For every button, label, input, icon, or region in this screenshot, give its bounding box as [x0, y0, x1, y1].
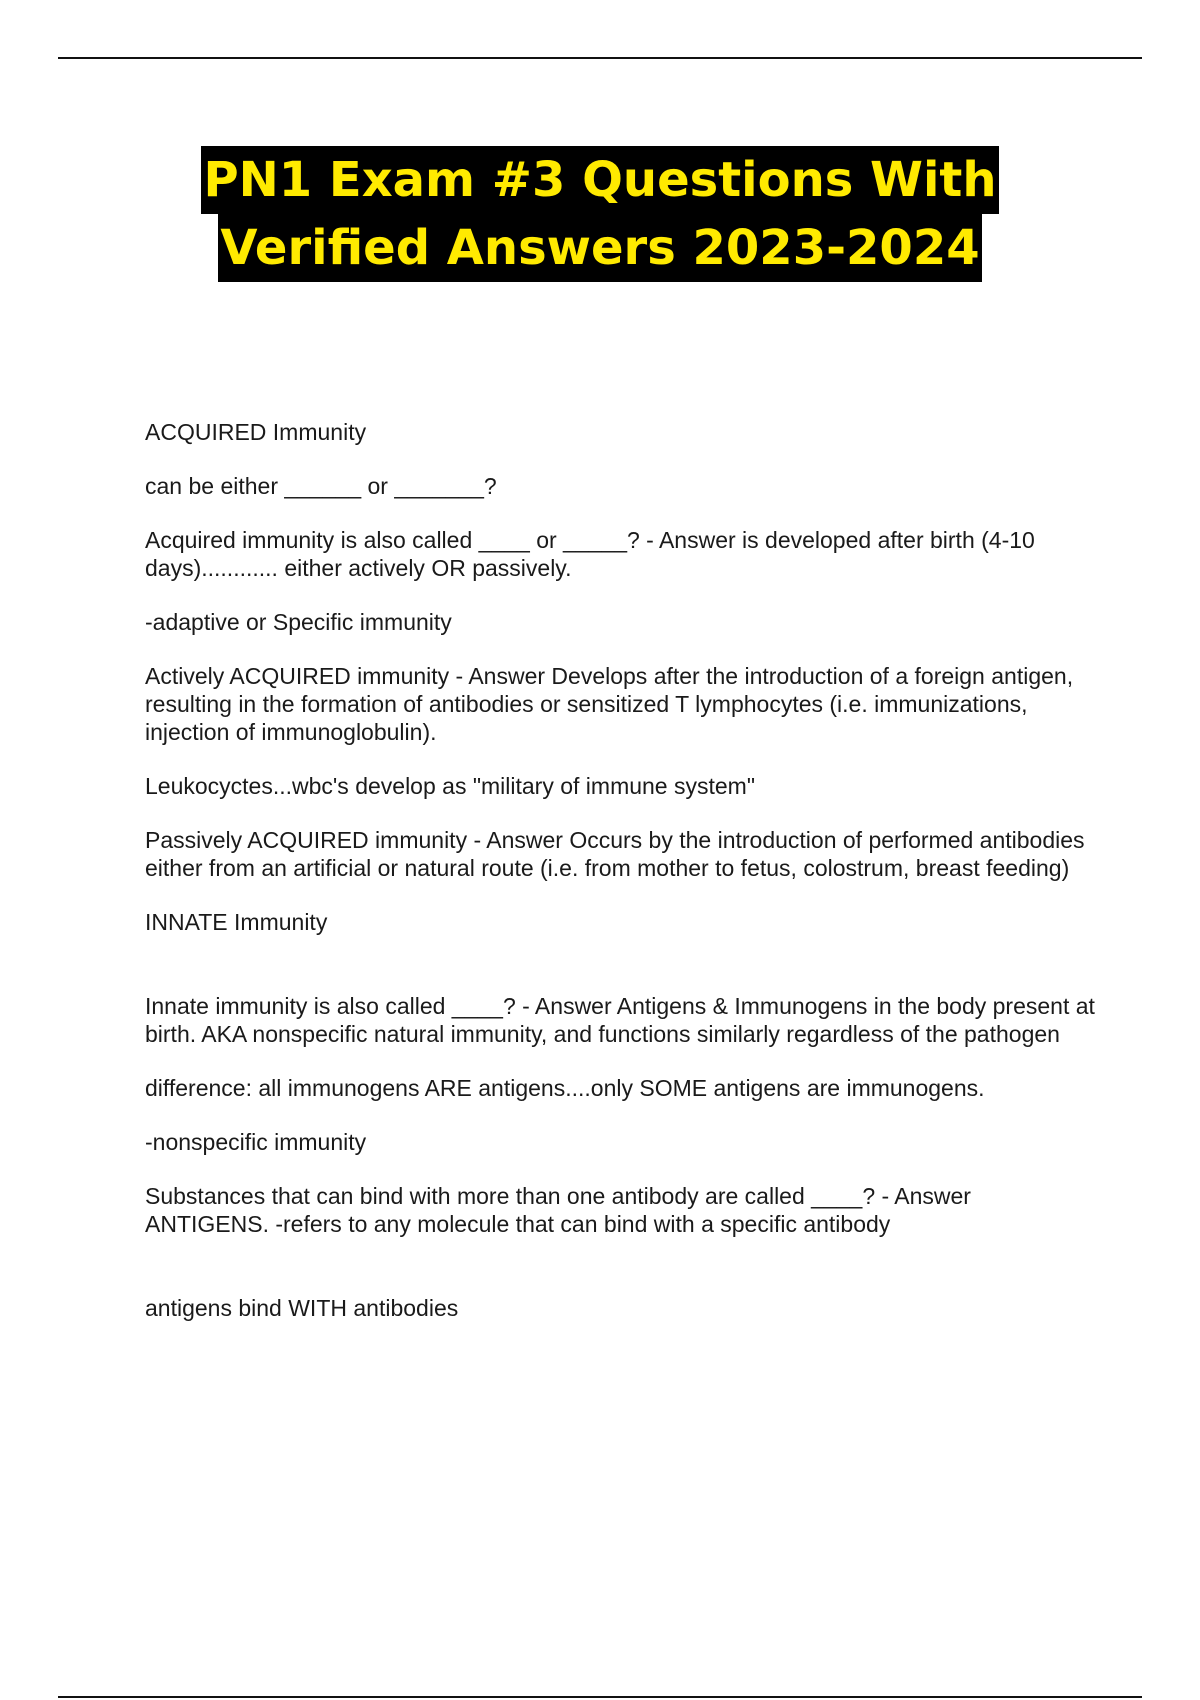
title-line-2: Verified Answers 2023-2024 [218, 214, 981, 282]
question-paragraph: Passively ACQUIRED immunity - Answer Occurs by the introduction of performed antibodies either from an artificial or natural route (i.e. from mother to fetus, colostrum, breast feeding) [145, 827, 1085, 881]
title-line-1: PN1 Exam #3 Questions With [201, 146, 998, 214]
section-heading-innate: INNATE Immunity [145, 909, 328, 935]
question-paragraph: Innate immunity is also called ____? - Answer Antigens & Immunogens in the body present at birth. AKA nonspecific natural immunity, and functions similarly regardless of the pathogen [145, 993, 1095, 1047]
note-paragraph: Leukocyctes...wbc's develop as "military of immune system" [145, 773, 755, 799]
top-divider-rule [58, 57, 1142, 59]
question-paragraph: Substances that can bind with more than one antibody are called ____? - Answer ANTIGENS. -refers to any molecule that can bind with a specific antibody [145, 1183, 971, 1237]
question-paragraph: can be either ______ or _______? [145, 473, 497, 499]
section-heading-acquired: ACQUIRED Immunity [145, 419, 367, 445]
question-paragraph: Actively ACQUIRED immunity - Answer Develops after the introduction of a foreign antigen, resulting in the formation of antibodies or sensitized T lymphocytes (i.e. immunizations, injection of immunoglobulin). [145, 663, 1074, 745]
note-paragraph: antigens bind WITH antibodies [145, 1295, 459, 1321]
document-title [0, 146, 1200, 282]
note-paragraph: -nonspecific immunity [145, 1129, 367, 1155]
note-paragraph: difference: all immunogens ARE antigens....only SOME antigens are immunogens. [145, 1075, 985, 1101]
note-paragraph: -adaptive or Specific immunity [145, 609, 452, 635]
document-body [145, 418, 1095, 1348]
bottom-divider-rule [58, 1696, 1142, 1698]
question-paragraph: Acquired immunity is also called ____ or _____? - Answer is developed after birth (4-10 days)............ either actively OR passively. [145, 527, 1035, 581]
